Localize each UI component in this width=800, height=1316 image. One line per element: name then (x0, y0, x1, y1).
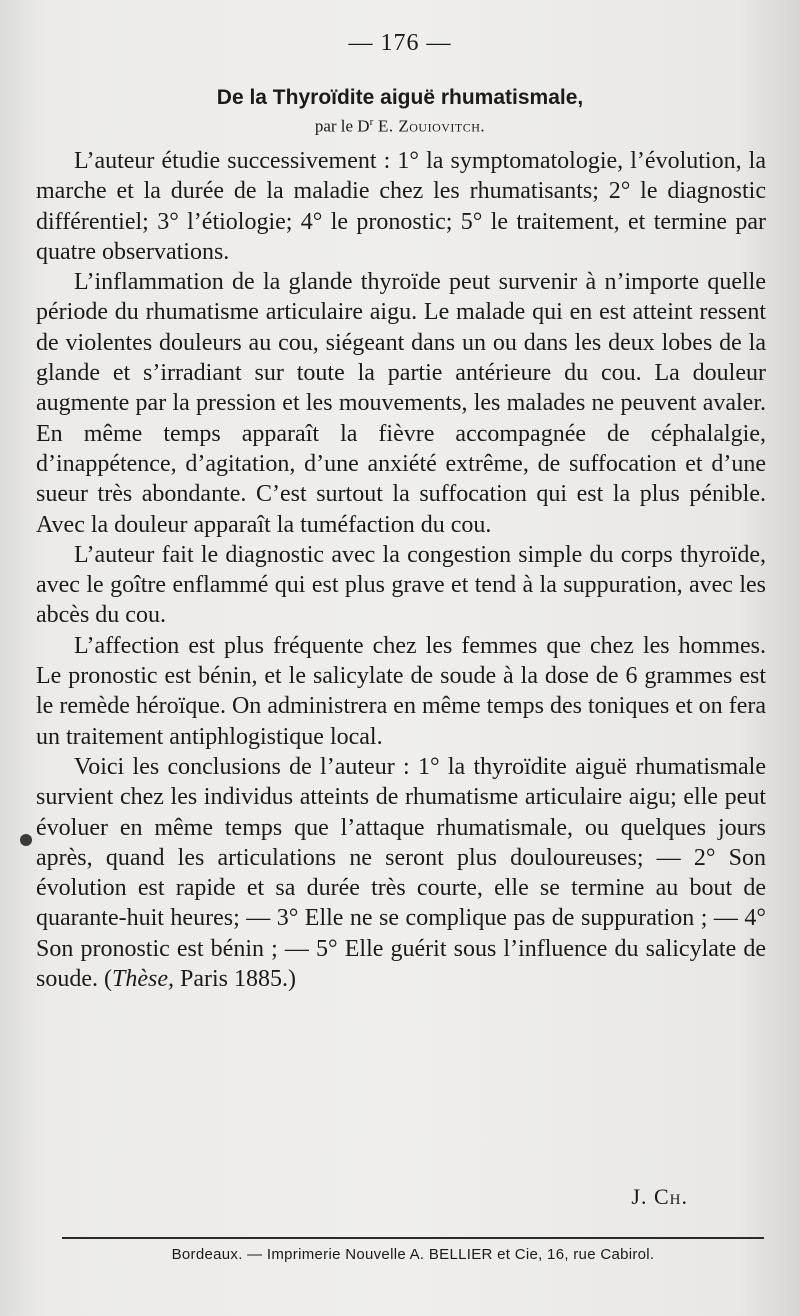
paragraph-2: L’inflammation de la glande thyroïde peut survenir à n’importe quelle période du rhumatisme articulaire aigu. Le malade qui en est atteint ressent de violentes douleurs au cou, siégeant dans un ou dans les deux lobes de la glande et s’irradiant sur toute la partie antérieure du cou. La douleur augmente par la pression et les mouvements, les malades ne peuvent avaler. En même temps apparaît la fièvre accompagnée de céphalalgie, d’inappétence, d’agitation, d’une anxiété extrême, de suffocation et d’une sueur très abondante. C’est surtout la suffocation qui est la plus pénible. Avec la douleur apparaît la tuméfaction du cou. (36, 269, 766, 538)
article-byline (60, 116, 740, 137)
byline-author: E. Zouiovitch. (373, 116, 486, 136)
author-signature: J. Ch. (631, 1184, 688, 1209)
byline-superscript: r (369, 116, 374, 128)
page-number: — 176 — (348, 30, 452, 56)
conclusions-end: Paris 1885.) (173, 966, 296, 993)
footer-rule (62, 1237, 764, 1239)
paragraph-1: L’auteur étudie successivement : 1° la symptomatologie, l’évolution, la marche et la durée de la maladie chez les rhumatisants; 2° le diagnostic différentiel; 3° l’étiologie; 4° le pronostic; 5° le traitement, et termine par quatre observations. (36, 148, 766, 265)
article-title: De la Thyroïdite aiguë rhumatismale, (216, 86, 584, 109)
paragraph-5 (36, 752, 766, 994)
conclusions-text: Voici les conclusions de l’auteur : 1° la thyroïdite aiguë rhumatismale survient chez les individus atteints de rhumatisme articulaire aigu; elle peut évoluer en même temps que l’attaque rhumatismale, ou quelques jours après, quand les articulations ne seront plus douloureuses; — 2° Son évolution est rapide et sa durée très courte, elle se termine au bout de quarante-huit heures; — 3° Elle ne se complique pas de suppuration ; — 4° Son pronostic est bénin ; — 5° Elle guérit sous l’influence du salicylate de soude. ( (36, 753, 766, 993)
article-body (36, 146, 766, 994)
conclusions-italic: Thèse, (111, 966, 174, 993)
byline-prefix: par le D (314, 116, 370, 136)
printer-imprint: Bordeaux. — Imprimerie Nouvelle A. BELLIER et Cie, 16, rue Cabirol. (171, 1246, 655, 1263)
paragraph-3: L’auteur fait le diagnostic avec la congestion simple du corps thyroïde, avec le goître enflammé qui est plus grave et tend à la suppuration, avec les abcès du cou. (36, 541, 766, 629)
ink-blot-icon (20, 834, 32, 846)
paragraph-4: L’affection est plus fréquente chez les femmes que chez les hommes. Le pronostic est bénin, et le salicylate de soude à la dose de 6 grammes est le remède héroïque. On administrera en même temps des toniques et on fera un traitement antiphlogistique local. (36, 632, 766, 750)
